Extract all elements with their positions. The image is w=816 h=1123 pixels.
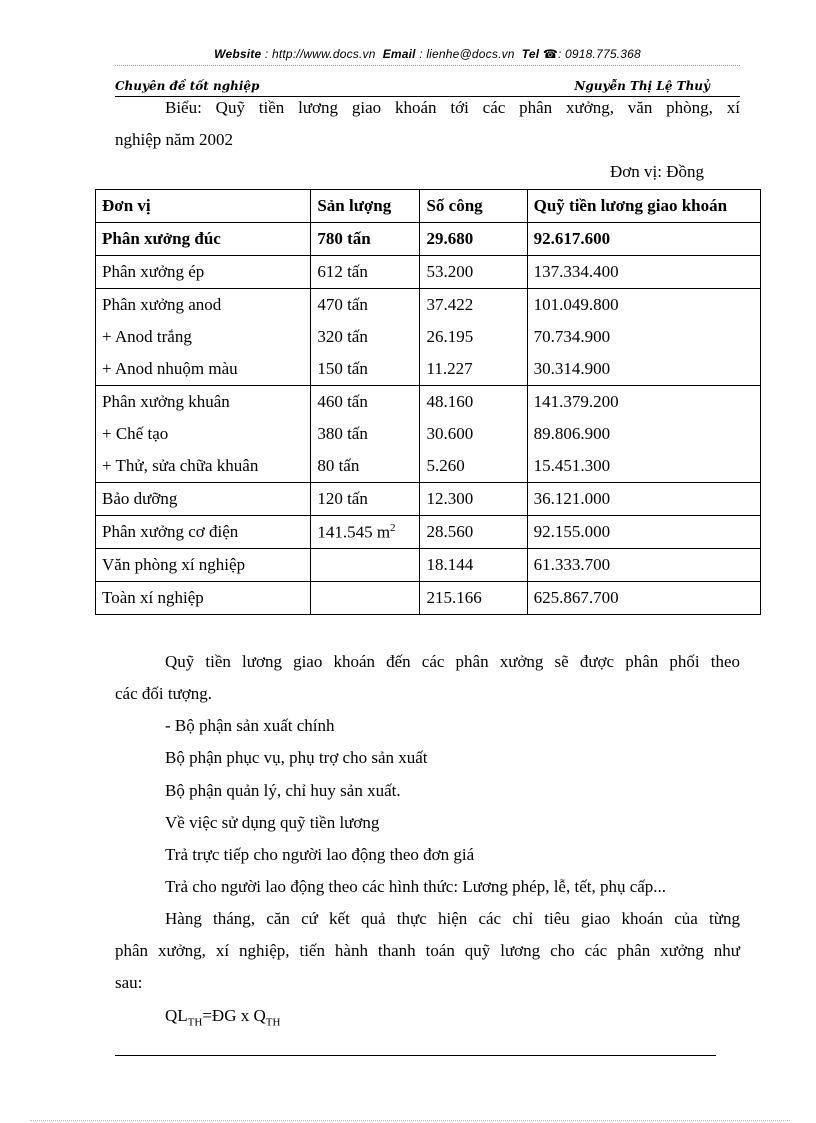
table-cell: 36.121.000 — [527, 483, 760, 516]
table-cell: Phân xưởng đúc — [96, 223, 311, 256]
table-cell: 15.451.300 — [527, 450, 760, 483]
body-para-1-line-1: Quỹ tiền lương giao khoán đến các phân xưởng sẽ được phân phối theo — [165, 652, 740, 671]
table-cell: Bảo dưỡng — [96, 483, 311, 516]
website-url[interactable]: : http://www.docs.vn — [264, 47, 376, 61]
table-cell: 92.155.000 — [527, 516, 760, 549]
phone-icon: ☎ — [542, 47, 558, 61]
formula-middle: =ĐG x Q — [202, 1006, 266, 1025]
table-row — [96, 223, 761, 256]
table-cell: 18.144 — [420, 549, 527, 582]
formula-subscript: TH — [265, 1016, 281, 1029]
table-row — [96, 450, 761, 483]
caption-line-1: Biểu: Quỹ tiền lương giao khoán tới các phân xưởng, văn phòng, xí — [165, 98, 740, 117]
table-cell: 320 tấn — [311, 321, 420, 353]
table-cell — [311, 582, 420, 615]
table-cell: 30.314.900 — [527, 353, 760, 386]
table-cell: Phân xưởng ép — [96, 256, 311, 289]
table-cell: + Thử, sửa chữa khuân — [96, 450, 311, 483]
table-cell: 141.379.200 — [527, 386, 760, 419]
table-cell — [311, 549, 420, 582]
table-row — [96, 386, 761, 419]
formula — [165, 1006, 280, 1032]
email-address[interactable]: : lienhe@docs.vn — [419, 47, 515, 61]
table-cell-area — [311, 516, 420, 549]
area-value: 141.545 m — [317, 522, 391, 542]
list-item: Bộ phận quản lý, chỉ huy sản xuất. — [165, 781, 401, 800]
header-divider — [115, 65, 740, 66]
table-cell: 48.160 — [420, 386, 527, 419]
table-cell: Phân xưởng anod — [96, 289, 311, 322]
email-label: Email — [382, 47, 416, 61]
table-cell: Toàn xí nghiệp — [96, 582, 311, 615]
table-cell: 625.867.700 — [527, 582, 760, 615]
table-cell: 137.334.400 — [527, 256, 760, 289]
table-cell: 612 tấn — [311, 256, 420, 289]
list-item: Bộ phận phục vụ, phụ trợ cho sản xuất — [165, 748, 428, 767]
formula-subscript: TH — [187, 1016, 203, 1029]
list-item: Trả trực tiếp cho người lao động theo đơn giá — [165, 845, 475, 864]
tel-number: : 0918.775.368 — [557, 47, 641, 61]
tel-label: Tel — [521, 47, 540, 61]
table-cell: Văn phòng xí nghiệp — [96, 549, 311, 582]
table-row — [96, 256, 761, 289]
table-cell: 460 tấn — [311, 386, 420, 419]
list-item: Trả cho người lao động theo các hình thức: Lương phép, lễ, tết, phụ cấp... — [165, 877, 667, 896]
table-cell: 11.227 — [420, 353, 527, 386]
header-cell-unit: Đơn vị — [96, 190, 311, 223]
page-bottom-divider — [30, 1120, 790, 1121]
table-cell: + Anod nhuộm màu — [96, 353, 311, 386]
table-cell: 80 tấn — [311, 450, 420, 483]
table-cell: 150 tấn — [311, 353, 420, 386]
body-para-2-line-2: phân xưởng, xí nghiệp, tiến hành thanh toán quỹ lương cho các phân xưởng như — [115, 941, 740, 960]
table-row — [96, 418, 761, 450]
header-cell-wage-fund: Quỹ tiền lương giao khoán — [527, 190, 760, 223]
running-header-author: Nguyễn Thị Lệ Thuỷ — [574, 79, 710, 93]
list-item: - Bộ phận sản xuất chính — [165, 716, 335, 735]
header-cell-workdays: Số công — [420, 190, 527, 223]
unit-label: Đơn vị: Đồng — [610, 162, 704, 181]
table-cell: 70.734.900 — [527, 321, 760, 353]
table-cell: 29.680 — [420, 223, 527, 256]
website-label: Website — [214, 47, 262, 61]
formula-ql: QL — [165, 1006, 188, 1025]
footer-divider — [115, 1055, 716, 1056]
table-cell: 12.300 — [420, 483, 527, 516]
table-row — [96, 483, 761, 516]
table-cell: 89.806.900 — [527, 418, 760, 450]
body-para-1-line-2: các đối tượng. — [115, 684, 213, 703]
site-header — [115, 47, 740, 61]
table-cell: 470 tấn — [311, 289, 420, 322]
body-para-2-line-1: Hàng tháng, căn cứ kết quả thực hiện các chỉ tiêu giao khoán của từng — [165, 909, 740, 928]
caption-line-2: nghiệp năm 2002 — [115, 130, 234, 149]
table-cell: 5.260 — [420, 450, 527, 483]
table-cell: 28.560 — [420, 516, 527, 549]
table-row — [96, 549, 761, 582]
table-cell: + Chế tạo — [96, 418, 311, 450]
table-cell: 380 tấn — [311, 418, 420, 450]
table-cell: 215.166 — [420, 582, 527, 615]
table-cell: 92.617.600 — [527, 223, 760, 256]
header-cell-output: Sản lượng — [311, 190, 420, 223]
table-row — [96, 582, 761, 615]
table-cell: 30.600 — [420, 418, 527, 450]
running-header — [115, 76, 740, 97]
table-cell: Phân xưởng khuân — [96, 386, 311, 419]
table-cell: Phân xưởng cơ điện — [96, 516, 311, 549]
table-cell: 37.422 — [420, 289, 527, 322]
area-superscript: 2 — [390, 521, 396, 534]
running-header-title: Chuyên đề tốt nghiệp — [115, 79, 260, 93]
list-item: Về việc sử dụng quỹ tiền lương — [165, 813, 380, 832]
table-row — [96, 289, 761, 322]
table-cell: + Anod trắng — [96, 321, 311, 353]
table-row — [96, 516, 761, 549]
table-cell: 780 tấn — [311, 223, 420, 256]
table-cell: 61.333.700 — [527, 549, 760, 582]
body-para-2-line-3: sau: — [115, 973, 143, 992]
table-cell: 101.049.800 — [527, 289, 760, 322]
table-header-row — [96, 190, 761, 223]
wage-fund-table — [95, 189, 761, 615]
table-cell: 120 tấn — [311, 483, 420, 516]
table-cell: 53.200 — [420, 256, 527, 289]
table-row — [96, 321, 761, 353]
table-cell: 26.195 — [420, 321, 527, 353]
table-row — [96, 353, 761, 386]
